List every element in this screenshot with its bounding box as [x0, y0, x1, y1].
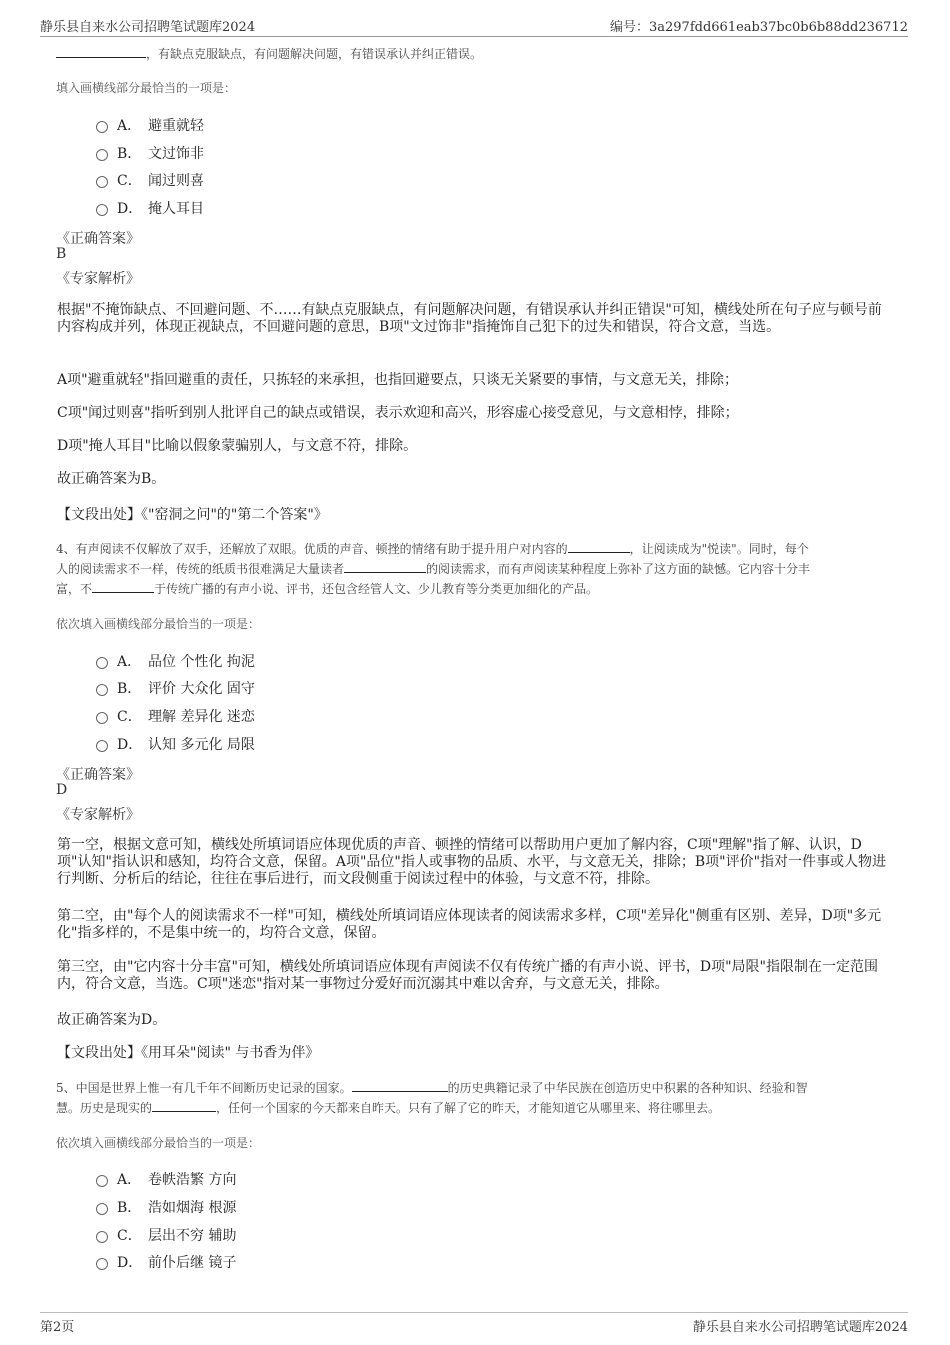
radio-icon[interactable] [96, 1258, 108, 1270]
document-id: 编号：3a297fdd661eab37bc0b6b88dd236712 [609, 20, 908, 35]
analysis-paragraph: 第二空，由"每个人的阅读需求不一样"可知，横线处所填词语应体现读者的阅读需求多样，C项"差异化"侧重有区别、差异，D项"多元化"指多样的，不是集中统一的，均符合文意，保留。 [57, 908, 882, 941]
answer-blank [56, 45, 146, 58]
question-number: 5、 [56, 1081, 76, 1095]
q3-stem: ，有缺点克服缺点，有问题解决问题，有错误承认并纠正错误。 [56, 44, 482, 64]
answer-title: 《正确答案》 [56, 231, 140, 247]
analysis-title: 《专家解析》 [56, 807, 140, 823]
answer-blank [344, 560, 426, 573]
source-citation: 【文段出处】《用耳朵"阅读" 与书香为伴》 [57, 1045, 320, 1061]
q5-stem: 5、中国是世界上惟一有几千年不间断历史记录的国家。 的历史典籍记录了中华民族在创造历史中积累的各种知识、经验和智 慧。历史是现实的 ，任何一个国家的今天都来自昨天。只有了解了它的昨天，才能知道它从哪里来、将往哪里去。 [56, 1081, 808, 1115]
radio-icon[interactable] [96, 657, 108, 669]
analysis-conclusion: 故正确答案为D。 [57, 1012, 167, 1028]
answer-blank [352, 1079, 448, 1092]
q3-prompt: 填入画横线部分最恰当的一项是： [56, 81, 237, 95]
footer-title: 静乐县自来水公司招聘笔试题库2024 [692, 1320, 908, 1335]
radio-icon[interactable] [96, 1231, 108, 1243]
page-number: 第2页 [40, 1320, 75, 1335]
radio-icon[interactable] [96, 204, 108, 216]
analysis-paragraph: C项"闻过则喜"指听到别人批评自己的缺点或错误，表示欢迎和高兴，形容虚心接受意见，与文意相悖，排除； [57, 405, 739, 421]
radio-icon[interactable] [96, 1203, 108, 1215]
analysis-paragraph: 第一空，根据文意可知，横线处所填词语应体现优质的声音、顿挫的情绪可以帮助用户更加了解内容，C项"理解"指了解、认识，D项"认知"指认识和感知，均符合文意，保留。A项"品位"指人或事物的品质、水平，与文意无关，排除；B项"评价"指对一件事或人物进行判断、分析后的结论，往往在事后进行，而文段侧重于阅读过程中的体验，与文意不符，排除。 [57, 837, 887, 887]
answer-title: 《正确答案》 [56, 767, 140, 783]
analysis-conclusion: 故正确答案为B。 [57, 471, 166, 487]
analysis-paragraph: D项"掩人耳目"比喻以假象蒙骗别人，与文意不符，排除。 [57, 438, 418, 454]
radio-icon[interactable] [96, 1175, 108, 1187]
analysis-paragraph: 第三空，由"它内容十分丰富"可知，横线处所填词语应体现有声阅读不仅有传统广播的有声小说、评书，D项"局限"指限制在一定范围内，符合文意，当选。C项"迷恋"指对某一事物过分爱好而沉溺其中难以舍弃，与文意无关，排除。 [57, 959, 878, 992]
question-number: 4、 [56, 542, 76, 556]
radio-icon[interactable] [96, 149, 108, 161]
radio-icon[interactable] [96, 121, 108, 133]
radio-icon[interactable] [96, 712, 108, 724]
page-header [40, 14, 908, 37]
radio-icon[interactable] [96, 740, 108, 752]
q5-prompt: 依次填入画横线部分最恰当的一项是： [56, 1136, 261, 1150]
answer-blank [152, 1099, 216, 1112]
answer-value: B [56, 246, 67, 262]
answer-blank [92, 580, 154, 593]
radio-icon[interactable] [96, 176, 108, 188]
answer-blank [568, 540, 630, 553]
page-footer [40, 1312, 908, 1335]
radio-icon[interactable] [96, 684, 108, 696]
header-title: 静乐县自来水公司招聘笔试题库2024 [40, 20, 256, 35]
analysis-paragraph: A项"避重就轻"指回避重的责任，只拣轻的来承担，也指回避要点，只谈无关紧要的事情，与文意无关，排除； [57, 372, 738, 388]
answer-value: D [56, 782, 68, 798]
q4-stem: 4、有声阅读不仅解放了双手，还解放了双眼。优质的声音、顿挫的情绪有助于提升用户对内容的 ，让阅读成为"悦读"。同时，每个 人的阅读需求不一样，传统的纸质书很难满足大量读者 的阅读需求，而有声阅读某种程度上弥补了这方面的缺憾。它内容十分丰 富，不 于传统广播的有声小说、评书，还包含经管人文、少儿教育等分类更加细化的产品。 [56, 542, 811, 596]
q4-prompt: 依次填入画横线部分最恰当的一项是： [56, 617, 261, 631]
source-citation: 【文段出处】《"窑洞之问"的"第二个答案"》 [57, 507, 328, 523]
analysis-paragraph: 根据"不掩饰缺点、不回避问题、不……有缺点克服缺点，有问题解决问题，有错误承认并纠正错误"可知，横线处所在句子应与顿号前内容构成并列，体现正视缺点，不回避问题的意思，B项"文过饰非"指掩饰自己犯下的过失和错误，符合文意，当选。 [57, 302, 882, 335]
analysis-title: 《专家解析》 [56, 271, 140, 287]
